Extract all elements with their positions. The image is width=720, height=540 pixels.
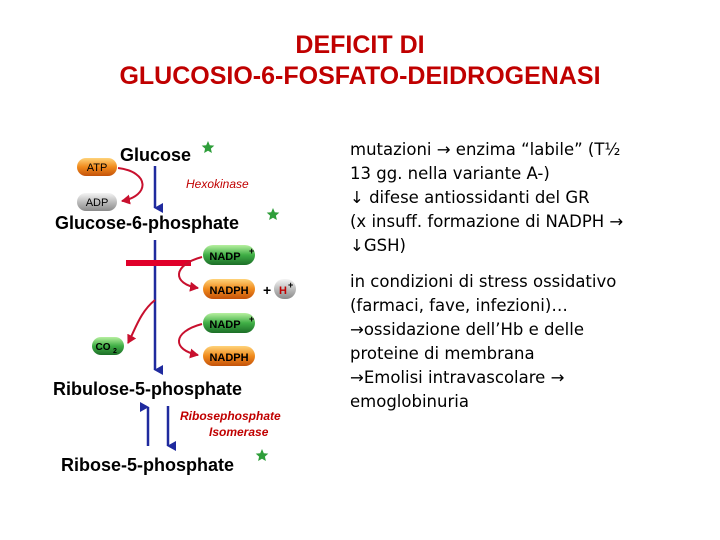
title-line-2: GLUCOSIO-6-FOSFATO-DEIDROGENASI [119, 62, 601, 90]
text-line: mutazioni → enzima “labile” (T½ [350, 140, 621, 159]
glucose-star-icon [202, 141, 215, 153]
text-line: emoglobinuria [350, 392, 469, 411]
text-line: (x insuff. formazione di NADPH → [350, 212, 624, 231]
isomerase-label-line-2: Isomerase [209, 425, 269, 439]
ribose-5-phosphate-label: Ribose-5-phosphate [61, 455, 235, 475]
nadp-plus-label-2: NADP [209, 319, 241, 331]
ribulose-5-phosphate-label: Ribulose-5-phosphate [53, 379, 243, 399]
isomerase-label-line-1: Ribosephosphate [180, 409, 281, 423]
ribose-star-icon [256, 449, 269, 461]
paragraph-mutations [350, 138, 710, 258]
text-line: →ossidazione dell’Hb e delle [350, 320, 584, 339]
title-line-1: DEFICIT DI [295, 31, 425, 59]
text-line: ↓GSH) [350, 236, 406, 255]
nadp-nadph-arrow-2 [179, 324, 202, 355]
nadp-plus-sup-1: + [249, 246, 255, 256]
h-plus-label: H [279, 285, 287, 297]
text-line: ↓ difese antiossidanti del GR [350, 188, 590, 207]
co2-subscript: 2 [113, 348, 117, 355]
text-line: in condizioni di stress ossidativo [350, 272, 617, 291]
text-line: →Emolisi intravascolare → [350, 368, 565, 387]
g6p-star-icon [267, 208, 280, 220]
hexokinase-label: Hexokinase [186, 177, 249, 191]
nadph-label-1: NADPH [209, 285, 249, 297]
co2-release-arrow [128, 300, 155, 343]
text-line: proteine di membrana [350, 344, 535, 363]
nadp-plus-sup-2: + [249, 314, 255, 324]
plus-sign: + [263, 282, 272, 298]
nadp-plus-label-1: NADP [209, 251, 241, 263]
glucose-label: Glucose [120, 145, 192, 165]
glucose-6-phosphate-label: Glucose-6-phosphate [55, 213, 240, 233]
atp-label: ATP [86, 162, 108, 174]
text-line: 13 gg. nella variante A-) [350, 164, 550, 183]
text-line: (farmaci, fave, infezioni)… [350, 296, 568, 315]
atp-adp-arrow [118, 168, 143, 201]
h-plus-sup: + [288, 280, 294, 290]
explanation-text [350, 138, 710, 426]
paragraph-oxidative-stress [350, 270, 710, 414]
enzyme-block-bar [126, 260, 191, 266]
co2-label: CO [95, 342, 111, 353]
adp-label: ADP [85, 197, 109, 209]
nadph-label-2: NADPH [209, 352, 249, 364]
